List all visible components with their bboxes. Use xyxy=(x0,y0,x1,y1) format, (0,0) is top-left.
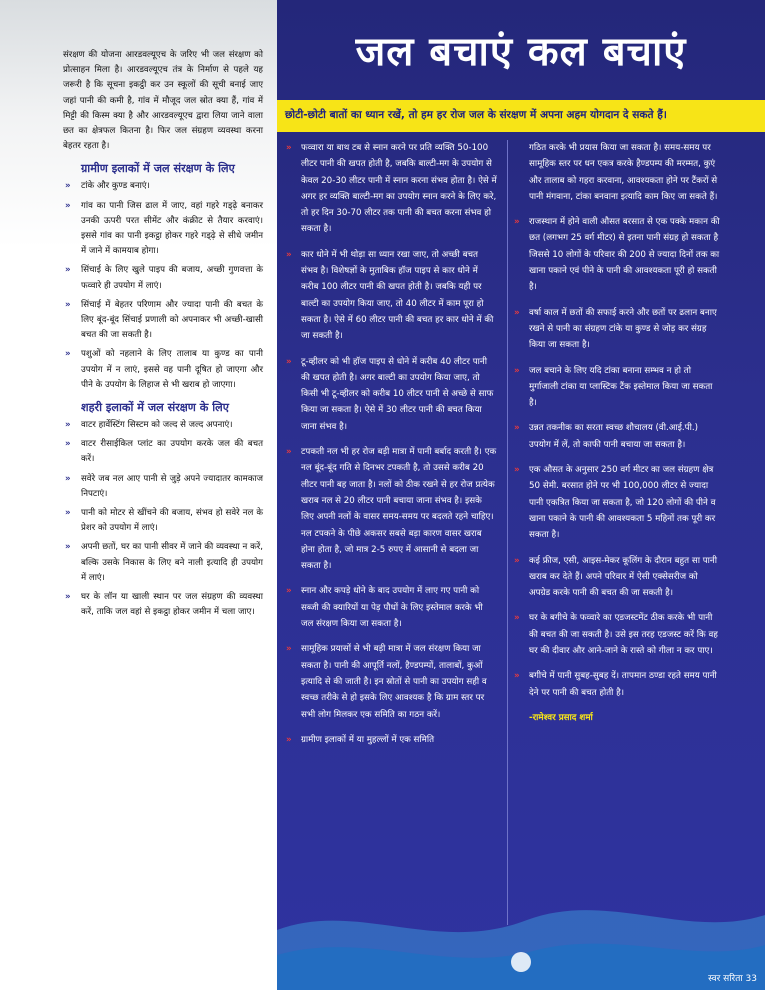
list-item: » गांव का पानी जिस ढाल में जाए, वहां गहरे गड्ढ़े बनाकर उनकी ऊपरी परत सीमेंट और कंक्रीट से तैयार करवाएं। इससे गांव का पानी इकट्ठा होकर गहरे गड्ढ़े से सीधे जमीन में जाने में कामयाब होगा। xyxy=(63,199,263,260)
list-item: » जल बचाने के लिए यदि टांका बनाना सम्भव न हो तो मुर्गाजाली टांका या प्लास्टिक टैंक इस्तेमाल किया जा सकता है। xyxy=(511,363,721,412)
list-item: » एक औसत के अनुसार 250 वर्ग मीटर का जल संग्रहण क्षेत्र 50 सेमी. बरसात होने पर भी 100,000 लीटर से ज्यादा पानी एकत्रित किया जा सकता है, जो 120 लोगों की पीने व खाना पकाने के पानी की आवश्यकता 5 महिनों तक पूरी कर सकता है। xyxy=(511,462,721,543)
article-column-1 xyxy=(283,140,497,757)
list-item: » घर के बगीचे के फव्वारे का एडजस्टमेंट ठीक करके भी पानी की बचत की जा सकती है। उसे इस तरह एडजस्ट करें कि वह घर की दीवार और आने-जाने के रास्ते को गीला न कर पाए। xyxy=(511,610,721,659)
list-item: » घर के लॉन या खाली स्थान पर जल संग्रहण की व्यवस्था करें, ताकि जल वहां से इकट्ठा होकर जमीन में चला जाए। xyxy=(63,590,263,620)
water-wave-graphic xyxy=(277,860,765,990)
list-item: » वाटर रीसाईकिल प्लांट का उपयोग करके जल की बचत करें। xyxy=(63,437,263,467)
list-item: » वर्षा काल में छतों की सफाई करने और छतों पर ढलान बनाए रखने से पानी का संग्रहण टांके या कुण्ड से जोड़ कर संग्रह किया जा सकता है। xyxy=(511,305,721,354)
list-item: » सामूहिक प्रयासों से भी बड़ी मात्रा में जल संरक्षण किया जा सकता है। पानी की आपूर्ति नलों, हैण्डपम्पों, तालाबों, कुओं इत्यादि से की जाती है। इन स्रोतों से पानी का उपयोग सही व स्वच्छ तरीके से हो इसके लिए आवश्यक है कि ग्राम स्तर पर सभी लोग मिलकर एक समिति का गठन करें। xyxy=(283,641,497,722)
list-item: » टू-व्हीलर को भी हॉज पाइप से धोने में करीब 40 लीटर पानी की खपत होती है। अगर बाल्टी का उपयोग किया जाए, तो किसी भी टू-व्हीलर को करीब 10 लीटर पानी से अच्छे से साफ किया जा सकता है। ऐसे में 30 लीटर पानी की बचत किया जाना संभव है। xyxy=(283,354,497,435)
tips-list-2 xyxy=(511,140,721,701)
continued-item: गठित करके भी प्रयास किया जा सकता है। समय-समय पर सामूहिक स्तर पर धन एकत्र करके हैण्डपम्प की मरम्मत, कुएं और तालाब को गहरा करवाना, आवश्यकता होने पर टैंकरों से पानी मंगवाना, टांका बनवाना इत्यादि काम किए जा सकते हैं। xyxy=(529,143,718,202)
list-item: » फव्वारा या बाथ टब से स्नान करने पर प्रति व्यक्ति 50-100 लीटर पानी की खपत होती है, जबकि बाल्टी-मग के उपयोग से केवल 20-30 लीटर पानी में स्नान करना संभव होता है। ऐसे में अगर हर व्यक्ति बाल्टी-मग का उपयोग स्नान करने के लिए करे, तो हर दिन 30-70 लीटर तक पानी की बचत करना संभव हो सकता है। xyxy=(283,140,497,238)
list-item: » पानी को मोटर से खींचने की बजाय, संभव हो सवेरे नल के प्रेशर को उपयोग में लाएं। xyxy=(63,506,263,536)
article-panel xyxy=(277,0,765,990)
page-footer: स्वर सरिता 33 xyxy=(708,974,757,984)
banner-text: छोटी-छोटी बातों का ध्यान रखें, तो हम हर रोज जल के संरक्षण में अपना अहम योगदान दे सकते हैं। xyxy=(285,109,667,121)
left-column xyxy=(63,48,263,625)
list-item: » राजस्थान में होने वाली औसत बरसात से एक पक्के मकान की छत (लगभग 25 वर्ग मीटर) से इतना पानी संग्रह हो सकता है जिससे 10 लोगों के परिवार की 200 से ज्यादा दिनों तक का खाना पकाने एवं पीने के पानी की आवश्यकता पूरी हो सकती है। xyxy=(511,214,721,295)
list-item: » टपकती नल भी हर रोज बड़ी मात्रा में पानी बर्बाद करती है। एक नल बूंद-बूंद गति से दिनभर टपकती है, तो उससे करीब 20 लीटर पानी बह जाता है। नलों को ठीक रखने से हर रोज प्रत्येक खराब नल से 20 लीटर पानी बचाया जाना संभव है। इसके लिए अपनी नलों के वासर समय-समय पर बदलते रहने चाहिए। नल टपकने के पीछे अकसर सबसे बड़ा कारण वासर खराब होना होता है, जो मात्र 2-5 रुपए में आसानी से बदला जा सकता है। xyxy=(283,444,497,574)
rural-heading: ग्रामीण इलाकों में जल संरक्षण के लिए xyxy=(81,162,235,176)
list-item: » स्नान और कपड़े धोने के बाद उपयोग में लाए गए पानी को सब्जी की क्यारियों या पेड़ पौधों के लिए इस्तेमाल करके भी जल संरक्षण किया जा सकता है। xyxy=(283,583,497,632)
list-item: » सवेरे जब नल आए पानी से जुड़े अपने ज्यादातर कामकाज निपटाएं। xyxy=(63,472,263,502)
article-column-2 xyxy=(511,140,721,726)
urban-heading: शहरी इलाकों में जल संरक्षण के लिए xyxy=(81,401,229,415)
urban-list xyxy=(63,418,263,620)
list-item: » उन्नत तकनीक का सरता स्वच्छ शौचालय (वी.आई.पी.) उपयोग में लें, तो काफी पानी बचाया जा सकता है। xyxy=(511,420,721,453)
list-item: » अपनी छतों, घर का पानी सीवर में जाने की व्यवस्था न करें, बल्कि उसके निकास के लिए बने नाली इत्यादि ही उपयोग में लाएं। xyxy=(63,540,263,586)
intro-paragraph: संरक्षण की योजना आरडवल्यूएच के जरिए भी जल संरक्षण को प्रोत्साहन मिला है। आरडवल्यूएच तंत्र के निर्माण से पहले यह जरूरी है कि सूचना इकट्ठी कर उन स्कूलों की सूची बनाई जाए जहां पानी की कमी है, गांव में मौजूद जल स्रोत क्या हैं, गांव में मिट्टी की किस्म क्या है और आरडवल्यूएच द्वारा लिया जाने वाला छत का क्षेत्रफल कितना है। फिर जल संग्रहण व्यवस्था करना बेहतर रहता है। xyxy=(63,50,263,152)
rural-list xyxy=(63,179,263,393)
list-item: » बगीचे में पानी सुबह-सुबह दें। तापमान ठण्डा रहते समय पानी देने पर पानी की बचत होती है। xyxy=(511,668,721,701)
list-item: » कार धोने में भी थोड़ा सा ध्यान रखा जाए, तो अच्छी बचत संभव है। विशेषज्ञों के मुताबिक हॉज पाइप से कार धोने में करीब 100 लीटर पानी की खपत होती है। जबकि यही पर बाल्टी का उपयोग किया जाए, तो 40 लीटर में काम पूरा हो सकता है। ऐसे में 60 लीटर पानी की बचत हर कार धोने में की जा सकती है। xyxy=(283,247,497,345)
list-item: » सिंचाई के लिए खुले पाइप की बजाय, अच्छी गुणवत्ता के फव्वारे ही उपयोग में लाएं। xyxy=(63,263,263,293)
subtitle-banner xyxy=(277,100,765,132)
author-signature: -रामेश्वर प्रसाद शर्मा xyxy=(529,712,593,723)
column-divider xyxy=(507,140,508,925)
list-item: » ग्रामीण इलाकों में या मुहल्लों में एक समिति xyxy=(283,732,497,748)
article-title: जल बचाएं कल बचाएं xyxy=(355,29,687,75)
list-item: » पशुओं को नहलाने के लिए तालाब या कुण्ड का पानी उपयोग में न लाएं, इससे वह पानी दूषित हो जाएगा और पीने के उपयोग के लिहाज से भी खराब हो जाएगा। xyxy=(63,347,263,393)
list-item: » टांके और कुण्ड बनाएं। xyxy=(63,179,263,194)
list-item: » वाटर हार्वेस्टिंग सिस्टम को जल्द से जल्द अपनाएं। xyxy=(63,418,263,433)
list-item: » कई फ्रीज, एसी, आइस-मेकर कूलिंग के दौरान बहुत सा पानी खराब कर देते हैं। अपने परिवार में ऐसी एक्सेसरीज को अपग्रेड करके पानी की बचत की जा सकती है। xyxy=(511,553,721,602)
tips-list-1 xyxy=(283,140,497,748)
list-item: » सिंचाई में बेहतर परिणाम और ज्यादा पानी की बचत के लिए बूंद-बूंद सिंचाई प्रणाली को अपनाकर भी अच्छी-खासी बचत की जा सकती है। xyxy=(63,298,263,344)
